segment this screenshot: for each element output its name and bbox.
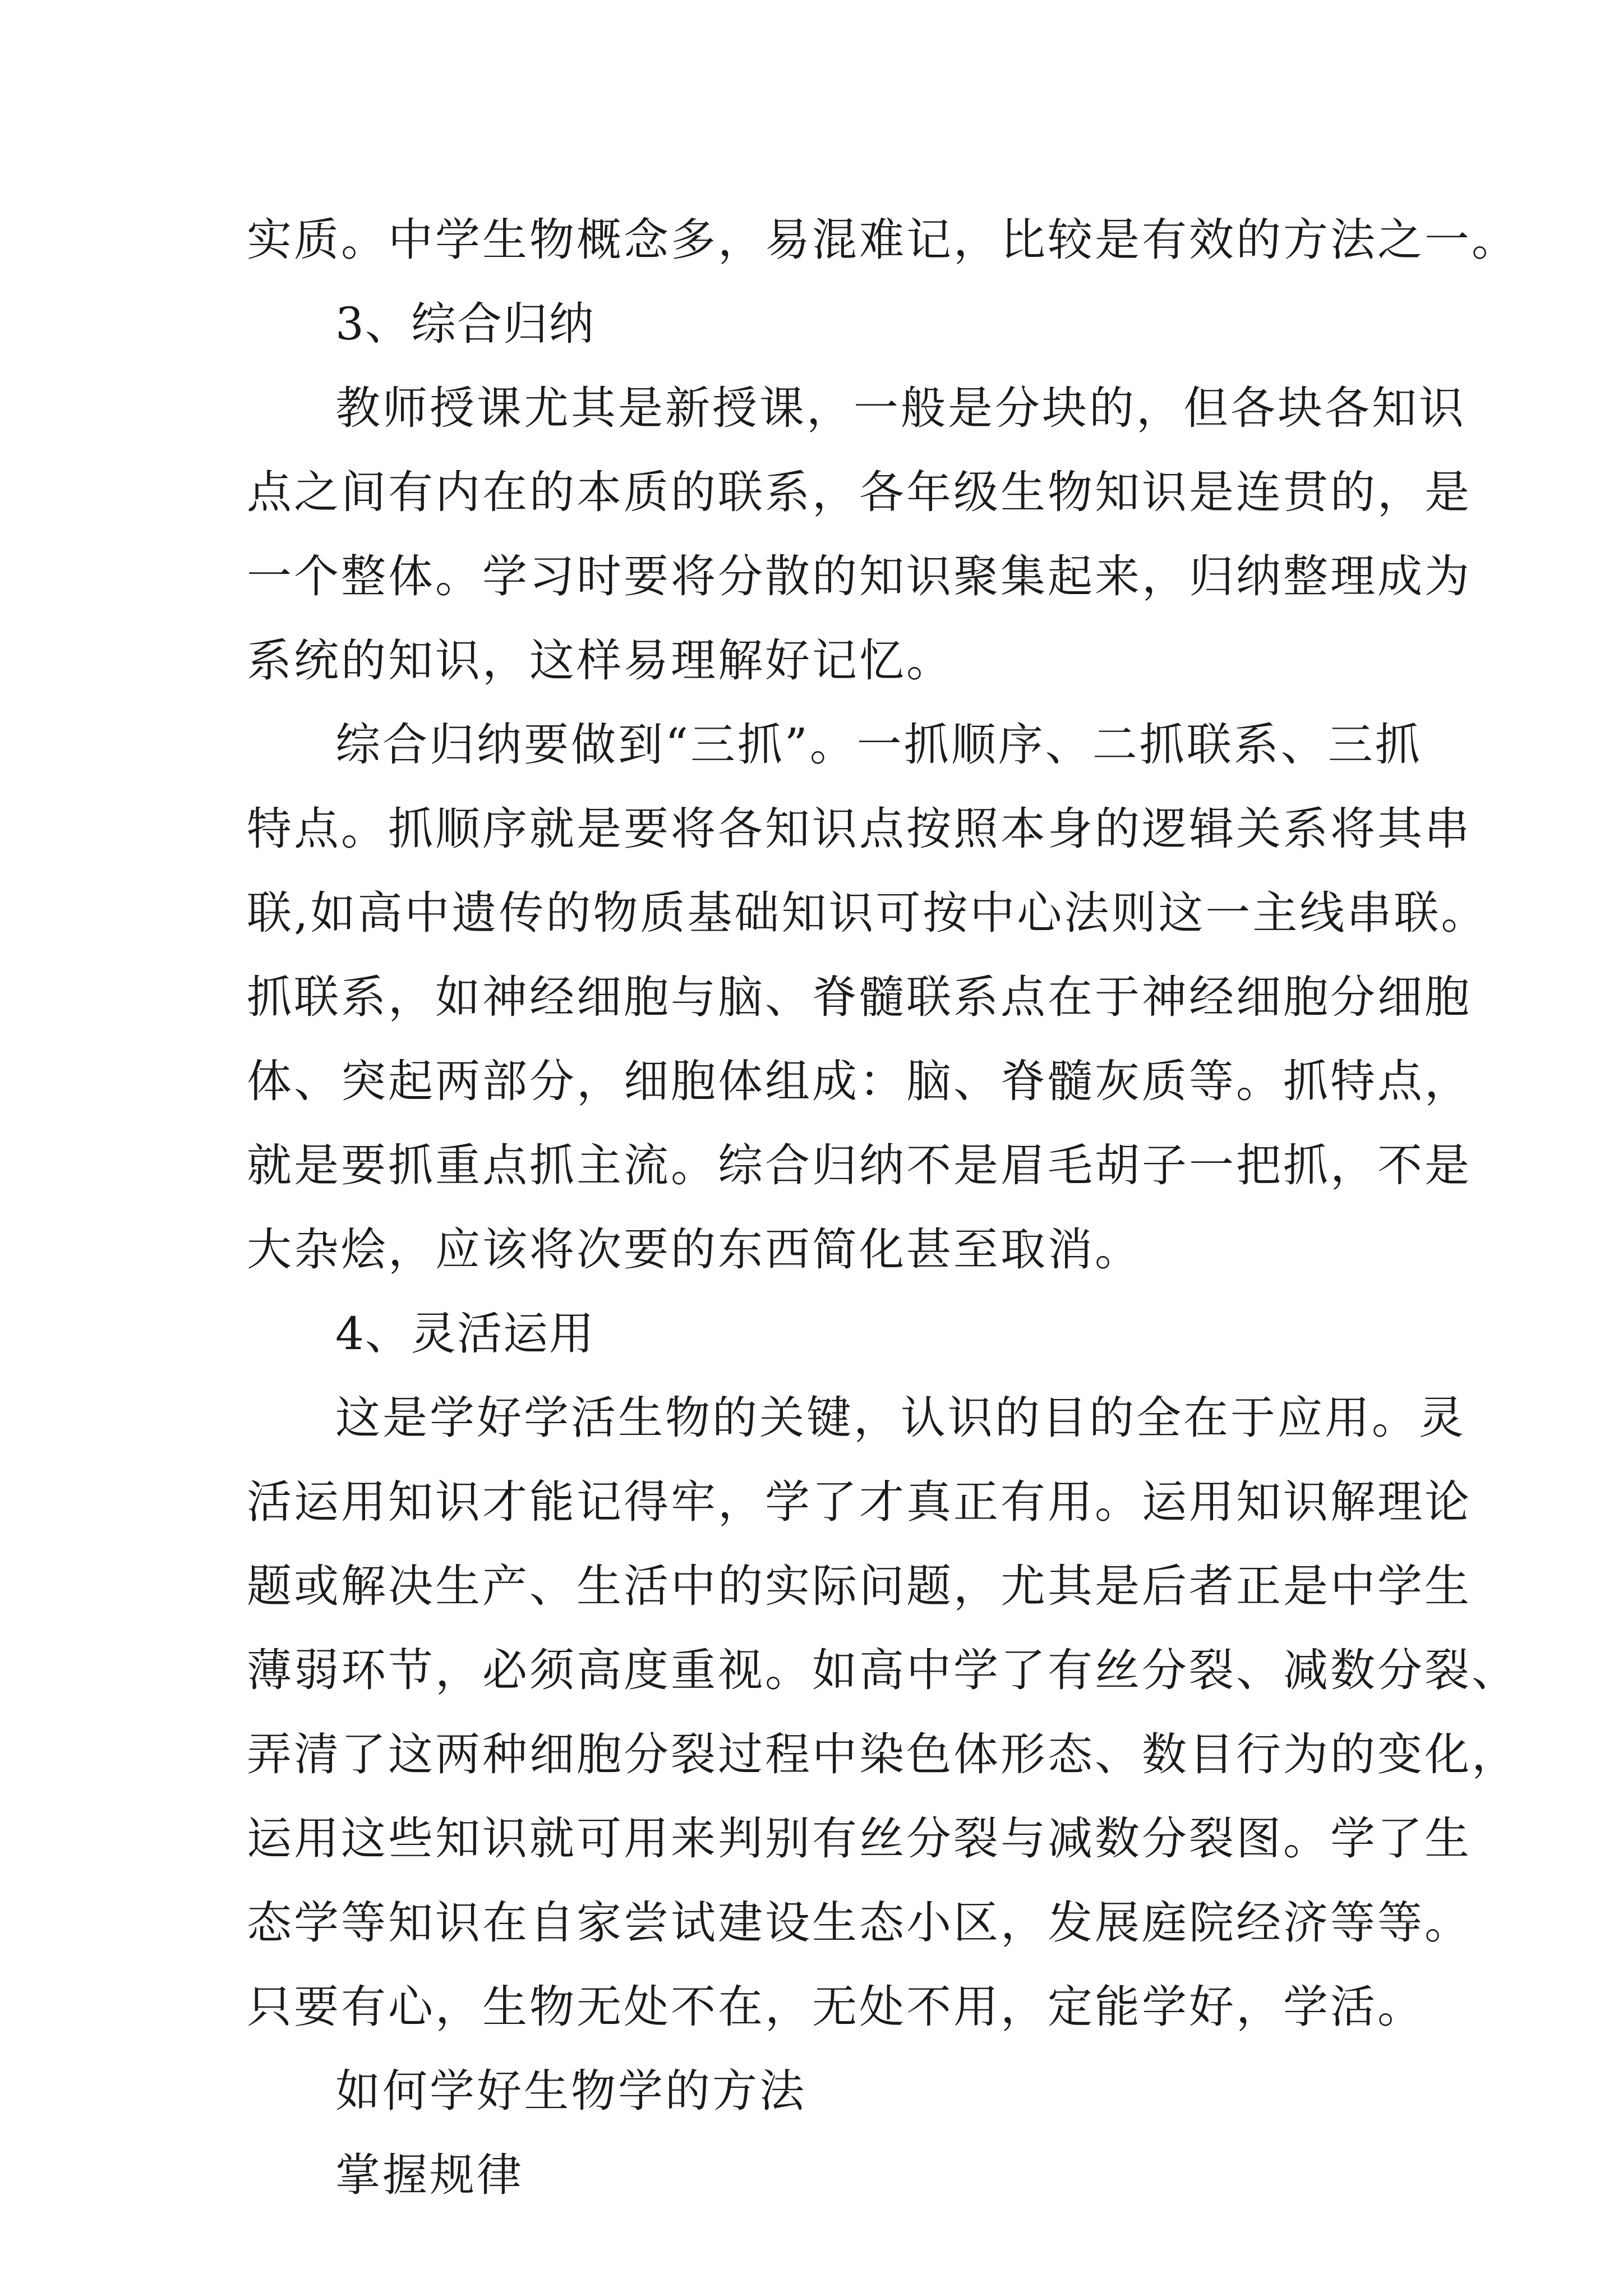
paragraph-line: 只要有心，生物无处不在，无处不用，定能学好，学活。: [247, 1981, 1424, 2033]
paragraph-line: 系统的知识，这样易理解好记忆。: [247, 634, 953, 687]
section-heading-flexible-application: 4、灵活运用: [335, 1308, 595, 1360]
section-heading-comprehensive-summary: 3、综合归纳: [335, 298, 595, 350]
paragraph-line: 活运用知识才能记得牢，学了才真正有用。运用知识解理论: [247, 1476, 1472, 1528]
paragraph-line: 态学等知识在自家尝试建设生态小区，发展庭院经济等等。: [247, 1897, 1472, 1949]
paragraph-line: 一个整体。学习时要将分散的知识聚集起来，归纳整理成为: [247, 550, 1472, 602]
section-heading-how-to-learn-biology: 如何学好生物学的方法: [335, 2065, 806, 2117]
paragraph-line: 特点。抓顺序就是要将各知识点按照本身的逻辑关系将其串: [247, 803, 1472, 855]
paragraph-line: 运用这些知识就可用来判别有丝分裂与减数分裂图。学了生: [247, 1812, 1472, 1865]
paragraph-line: 抓联系，如神经细胞与脑、脊髓联系点在于神经细胞分细胞: [247, 971, 1472, 1023]
paragraph-line: 综合归纳要做到“三抓”。一抓顺序、二抓联系、三抓: [335, 719, 1422, 771]
paragraph-line: 弄清了这两种细胞分裂过程中染色体形态、数目行为的变化，: [247, 1728, 1519, 1780]
paragraph-line: 教师授课尤其是新授课，一般是分块的，但各块各知识: [335, 382, 1466, 434]
paragraph-line: 就是要抓重点抓主流。综合归纳不是眉毛胡子一把抓，不是: [247, 1139, 1472, 1191]
section-heading-master-rules: 掌握规律: [335, 2149, 524, 2201]
paragraph-line: 点之间有内在的本质的联系，各年级生物知识是连贯的，是: [247, 466, 1472, 518]
paragraph-line: 实质。中学生物概念多，易混难记，比较是有效的方法之一。: [247, 214, 1519, 266]
paragraph-line: 联,如高中遗传的物质基础知识可按中心法则这一主线串联。: [247, 887, 1488, 939]
paragraph-line: 薄弱环节，必须高度重视。如高中学了有丝分裂、减数分裂、: [247, 1644, 1519, 1696]
paragraph-line: 题或解决生产、生活中的实际问题，尤其是后者正是中学生: [247, 1560, 1472, 1612]
paragraph-line: 大杂烩，应该将次要的东西简化甚至取消。: [247, 1223, 1142, 1276]
paragraph-line: 这是学好学活生物的关键，认识的目的全在于应用。灵: [335, 1392, 1466, 1444]
paragraph-line: 体、突起两部分，细胞体组成：脑、脊髓灰质等。抓特点，: [247, 1055, 1472, 1107]
